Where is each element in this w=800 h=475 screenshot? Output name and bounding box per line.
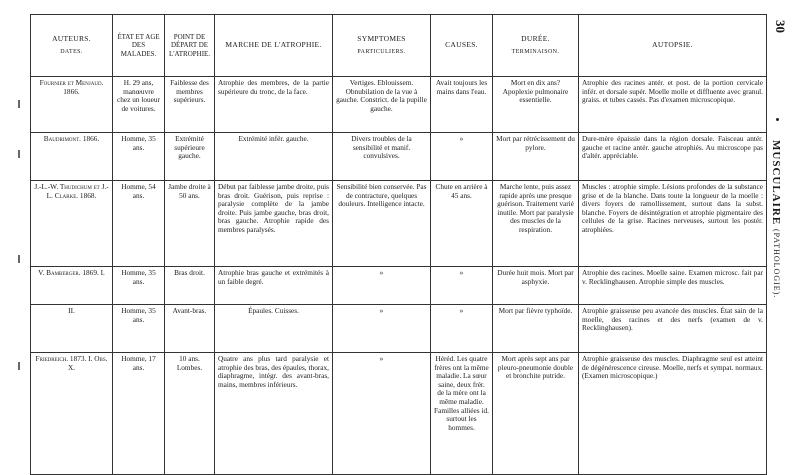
header-causes (431, 15, 493, 77)
cell-start: Jambe droite à 50 ans. (165, 181, 215, 267)
cell-symptoms: » (333, 267, 431, 305)
cell-causes: Avait toujours les mains dans l'eau. (431, 77, 493, 133)
cell-duration: Mort en dix ans? Apoplexie pulmonaire essentielle. (493, 77, 579, 133)
margin-tick (18, 255, 20, 263)
cell-duration: Mort après sept ans par pleuro-pneumonie double et bronchite putride. (493, 353, 579, 475)
cell-duration: Mort par rétrécissement du pylore. (493, 133, 579, 181)
cell-progress: Épaules. Cuisses. (215, 305, 333, 353)
cell-symptoms: » (333, 305, 431, 353)
header-row (31, 15, 767, 77)
running-head-subtitle: (PATHOLOGIE). (772, 228, 781, 299)
cell-autopsy: Atrophie des racines. Moelle saine. Examen microsc. fait par v. Recklinghausen. Atrophie simple des muscles. (579, 267, 767, 305)
header-authors-label: AUTEURS. (52, 33, 91, 43)
cell-duration: Marche lente, puis assez rapide après une presque guérison. Traitement varié inutile. Mort par paralysie des muscles de la respiration. (493, 181, 579, 267)
header-symptoms (333, 15, 431, 77)
header-autopsy (579, 15, 767, 77)
cell-progress: Atrophie des membres, de la partie supérieure du tronc, de la face. (215, 77, 333, 133)
cell-symptoms: » (333, 353, 431, 475)
header-start-point: POINT DE DÉPART DE L'ATROPHIE. (165, 15, 215, 77)
cell-start: 10 ans. Lombes. (165, 353, 215, 475)
cell-state: Homme, 54 ans. (113, 181, 165, 267)
table-row (31, 77, 767, 133)
cell-causes: Héréd. Les quatre frères ont la même maladie. La sœur saine, deux frér. de la mère ont la même maladie. Familles alliées id. surtout les hommes. (431, 353, 493, 475)
cell-author: J.-L.-W. Thudichum et J.-L. Clarke. 1868. (31, 181, 113, 267)
cell-causes: Chute en arrière à 45 ans. (431, 181, 493, 267)
cell-start: Bras droit. (165, 267, 215, 305)
cell-symptoms: Divers troubles de la sensibilité et manif. convulsives. (333, 133, 431, 181)
cell-autopsy: Atrophie graisseuse peu avancée des muscles. État sain de la moelle, des racines et des nerfs (examen de v. Recklinghausen). (579, 305, 767, 353)
header-state-age: ÉTAT ET AGE DES MALADES. (113, 15, 165, 77)
cell-state: H. 29 ans, manœuvre chez un loueur de voitures. (113, 77, 165, 133)
cell-author: V. Bamberger. 1869. I. (31, 267, 113, 305)
running-head-title: MUSCULAIRE (770, 140, 782, 226)
header-progress-label: MARCHE DE L'ATROPHIE. (225, 40, 322, 50)
table-row (31, 181, 767, 267)
cell-author: II. (31, 305, 113, 353)
header-duration-sub: TERMINAISON. (511, 49, 560, 56)
cell-duration: Mort par fièvre typhoïde. (493, 305, 579, 353)
running-head (770, 140, 782, 298)
cell-state: Homme, 35 ans. (113, 267, 165, 305)
cell-start: Faiblesse des membres supérieurs. (165, 77, 215, 133)
cell-autopsy: Atrophie des racines antér. et post. de la portion cervicale infér. et dorsale supér. Moelle molle et diffluente avec granul. graiss. et tubes cassés. Pas d'examen microscopique. (579, 77, 767, 133)
cell-progress: Début par faiblesse jambe droite, puis bras droit. Guérison, puis reprise : paralysie complète de la jambe droite. Puis jambe gauche, bras droit, bras gauche. Atrophie rapide des membres paralysés. (215, 181, 333, 267)
table-row (31, 133, 767, 181)
header-progress (215, 15, 333, 77)
cell-causes: » (431, 305, 493, 353)
cell-start: Avant-bras. (165, 305, 215, 353)
margin-tick (18, 100, 20, 108)
table-row (31, 353, 767, 475)
cell-causes: » (431, 267, 493, 305)
cell-progress: Extrémité infér. gauche. (215, 133, 333, 181)
cell-progress: Quatre ans plus tard paralysie et atrophie des bras, des épaules, thorax, diaphragme, intégr. des avant-bras, mains, membres inférieurs. (215, 353, 333, 475)
header-symptoms-label: SYMPTOMES (357, 33, 406, 43)
cell-progress: Atrophie bras gauche et extrémités à un faible degré. (215, 267, 333, 305)
page-number: 30 (773, 20, 788, 33)
header-duration (493, 15, 579, 77)
header-autopsy-label: AUTOPSIE. (652, 40, 693, 50)
cell-start: Extrémité supérieure gauche. (165, 133, 215, 181)
cell-symptoms: Vertiges. Eblouissem. Obnubilation de la vue à gauche. Constrict. de la pupille gauche. (333, 77, 431, 133)
table-row (31, 305, 767, 353)
table-row (31, 267, 767, 305)
running-head-dot (776, 118, 779, 121)
cell-state: Homme, 17 ans. (113, 353, 165, 475)
cell-symptoms: Sensibilité bien conservée. Pas de contracture, quelques douleurs. Intelligence intacte. (333, 181, 431, 267)
cell-duration: Durée huit mois. Mort par asphyxie. (493, 267, 579, 305)
header-authors-sub: DATES. (60, 49, 83, 56)
margin-tick (18, 150, 20, 158)
cell-state: Homme, 35 ans. (113, 133, 165, 181)
cell-autopsy: Atrophie graisseuse des muscles. Diaphragme seul est atteint de dégénérescence cireuse. Moelle, nerfs et sympat. normaux. (Examen microscopique.) (579, 353, 767, 475)
cell-autopsy: Dure-mère épaissie dans la région dorsale. Faisceau antér. gauche et racine antér. gauche atrophiés. Au microscope pas d'altér. appréciable. (579, 133, 767, 181)
header-causes-label: CAUSES. (445, 40, 478, 50)
atrophy-table (30, 14, 767, 475)
cell-causes: » (431, 133, 493, 181)
header-symptoms-sub: PARTICULIERS. (357, 49, 406, 56)
cell-author: Baudrimont. 1866. (31, 133, 113, 181)
header-authors (31, 15, 113, 77)
margin-tick (18, 362, 20, 370)
header-duration-label: DURÉE. (521, 33, 550, 43)
cell-state: Homme, 35 ans. (113, 305, 165, 353)
cell-autopsy: Muscles : atrophie simple. Lésions profondes de la substance grise et de la blanche. Dans toute la longueur de la moelle : divers foyers de ramollissement, surtout dans la subst. blanche. Foyers de désintégration et atrophie pigmentaire des cellules de la grise. Racines nerveuses, surtout les postér. atrophiées. (579, 181, 767, 267)
cell-author: Fournier et Menjaud. 1866. (31, 77, 113, 133)
cell-author: Friedreich. 1873. I. Obs. X. (31, 353, 113, 475)
